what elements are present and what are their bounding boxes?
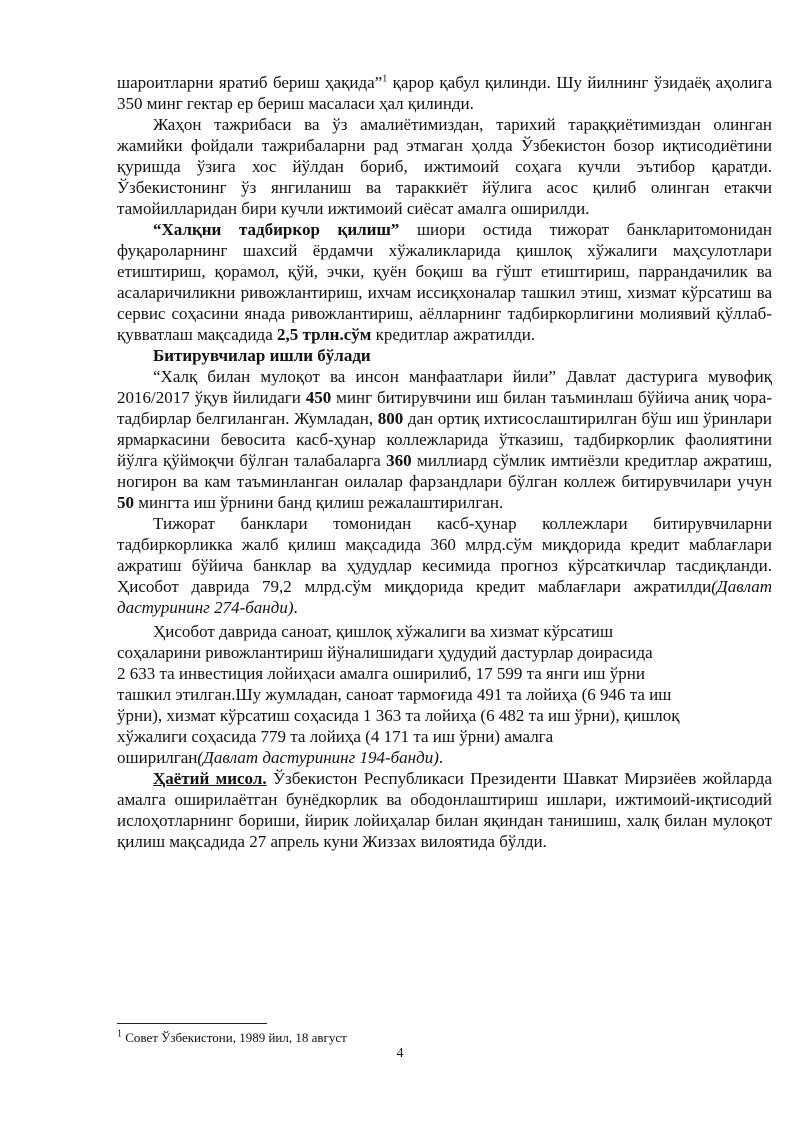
reference-italic: (Давлат дастурининг 194-банди) xyxy=(197,748,439,767)
example-heading: Ҳаётий мисол. xyxy=(153,769,267,788)
number-bold: 50 xyxy=(117,493,134,512)
reference-italic: (Давлат дастурининг 274-банди) xyxy=(117,577,772,617)
paragraph-line: хўжалиги соҳасида 779 та лойиҳа (4 171 та иш ўрни) амалга xyxy=(117,727,554,746)
document-body xyxy=(117,72,772,852)
amount-bold: 2,5 трлн.сўм xyxy=(277,325,372,344)
paragraph-6 xyxy=(117,621,772,768)
paragraph-text: Тижорат банклари томонидан касб-ҳунар коллежлари битирувчиларни тадбиркорликка жалб қилиш мақсадида 360 млрд.сўм миқдорида кредит маблағлари ажратиш бўйича банклар ва ҳудудлар кесимида прогноз кўрсаткичлар тасдиқланди. Ҳисобот даврида 79,2 млрд.сўм миқдорида кредит маблағлари ажратилди xyxy=(117,514,772,596)
paragraph-7 xyxy=(117,768,772,852)
paragraph-text: “Халқ билан мулоқот ва инсон манфаатлари йили” Давлат дастурига мувофиқ 2016/2017 ўқув йилидаги xyxy=(117,367,772,407)
footnote-reference[interactable]: 1 xyxy=(382,73,388,85)
paragraph-text: . xyxy=(438,748,444,767)
page-number: 4 xyxy=(396,1046,404,1061)
paragraph-line: соҳаларини ривожлантириш йўналишидаги ҳудудий дастурлар доирасида xyxy=(117,643,653,662)
paragraph-text: қарор қабул қилинди. Шу йилнинг ўзидаёқ аҳолига 350 минг гектар ер бериш масаласи ҳал қилинди. xyxy=(117,73,772,113)
number-bold: 800 xyxy=(377,409,404,428)
paragraph-text: оширилган xyxy=(117,748,198,767)
section-heading xyxy=(117,345,772,366)
footnote xyxy=(117,1030,347,1046)
paragraph-line: Ҳисобот даврида саноат, қишлоқ хўжалиги ва хизмат кўрсатиш xyxy=(153,622,614,641)
number-bold: 360 xyxy=(386,451,412,470)
paragraph-line xyxy=(117,747,772,768)
paragraph-1 xyxy=(117,72,772,114)
slogan-bold: “Халқни тадбиркор қилиш” xyxy=(153,220,400,239)
paragraph-text: минг битирувчини иш билан таъминлаш бўйича аниқ чора-тадбирлар белгиланган. Жумладан, xyxy=(117,388,772,428)
footnote-separator xyxy=(117,1023,267,1024)
paragraph-text: шиори остида тижорат банкларитомонидан фуқароларнинг шахсий ёрдамчи хўжаликларида қишлоқ хўжалиги маҳсулотлари етиштириш, қорамол, қўй, эчки, қуён боқиш ва гўшт етиштириш, паррандачилик ва асаларичиликни ривожлантириш, ихчам иссиқхоналар ташкил этиш, хизмат кўрсатиш ва сервис соҳасини янада ривожлантириш, аёлларнинг тадбиркорлигини молиявий қўллаб-қувватлаш мақсадида xyxy=(117,220,772,344)
paragraph-text: кредитлар ажратилди. xyxy=(371,325,536,344)
paragraph-2: Жаҳон тажрибаси ва ўз амалиётимиздан, тарихий тараққиётимиздан олинган жамийки фойдали тажрибаларни рад этмаган ҳолда Ўзбекистон бозор иқтисодиётини қуришда ўзига хос йўлдан бориб, ижтимоий соҳага кучли эътибор қаратди. Ўзбекистонинг ўз янгиланиш ва тараккиёт йўлига асос қилиб олинган етакчи тамойилларидан бири кучли ижтимоий сиёсат амалга оширилди. xyxy=(117,115,772,218)
section-heading-text: Битирувчилар ишли бўлади xyxy=(153,346,371,365)
paragraph-text: мингта иш ўрнини банд қилиш режалаштирилган. xyxy=(134,493,504,512)
paragraph-text: шароитларни яратиб бериш ҳақида” xyxy=(117,73,383,92)
paragraph-4 xyxy=(117,366,772,513)
paragraph-line: 2 633 та инвестиция лойиҳаси амалга оширилиб, 17 599 та янги иш ўрни xyxy=(117,664,645,683)
paragraph-text: миллиард сўмлик имтиёзли кредитлар ажратиш, ногирон ва кам таъминланган оилалар фарзандлари бўлган коллеж битирувчилари учун xyxy=(117,451,772,491)
paragraph-text: дан ортиқ ихтисослаштирилган бўш иш ўринлари ярмаркасини бевосита касб-ҳунар коллежларида ўтказиш, тадбиркорлик фаолиятини йўлга қўймоқчи бўлган талабаларга xyxy=(117,409,772,470)
paragraph-text: Ўзбекистон Республикаси Президенти Шавкат Мирзиёев жойларда амалга оширилаётган бунёдкорлик ва ободонлаштириш ишлари, ижтимоий-иқтисодий ислоҳотларнинг бориши, йирик лойиҳалар билан яқиндан танишиш, халқ билан мулоқот қилиш мақсадида 27 апрель куни Жиззах вилоятида бўлди. xyxy=(117,769,772,851)
footnote-text: Совет Ўзбекистони, 1989 йил, 18 август xyxy=(122,1030,347,1045)
paragraph-line: ташкил этилган.Шу жумладан, саноат тармоғида 491 та лойиҳа (6 946 та иш xyxy=(117,685,672,704)
paragraph-3 xyxy=(117,219,772,345)
paragraph-line: ўрни), хизмат кўрсатиш соҳасида 1 363 та лойиҳа (6 482 та иш ўрни), қишлоқ xyxy=(117,706,680,725)
paragraph-text: . xyxy=(293,598,298,617)
paragraph-5 xyxy=(117,513,772,618)
number-bold: 450 xyxy=(305,388,332,407)
footnote-marker: 1 xyxy=(117,1028,122,1040)
